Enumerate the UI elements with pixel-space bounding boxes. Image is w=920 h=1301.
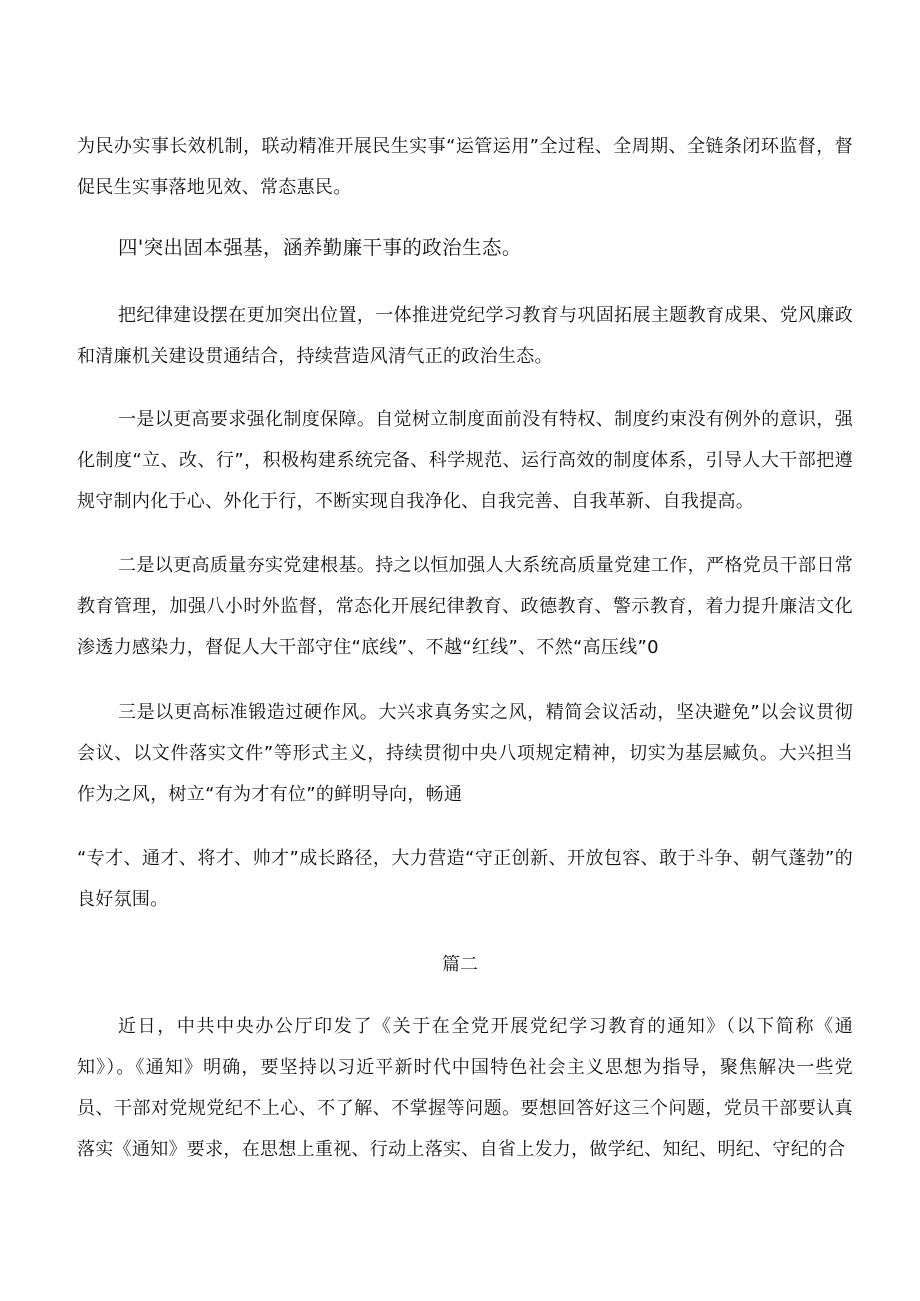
paragraph-point-two: 二是以更高质量夯实党建根基。持之以恒加强人大系统高质量党建工作，严格党员干部日常教育管理，加强八小时外监督，常态化开展纪律教育、政德教育、警示教育，着力提升廉洁文化渗透力感染力，督促人大干部守住“底线”、不越“红线”、不然“高压线”0 [77,555,853,658]
paragraph-continuation: 为民办实事长效机制，联动精准开展民生实事“运管运用”全过程、全周期、全链条闭环监督，督促民生实事落地见效、常态惠民。 [77,136,853,198]
heading-section-four: 四'突出固本强基，涵养勤廉干事的政治生态。 [118,236,522,259]
section-title-two: 篇二 [442,954,478,975]
paragraph-point-three: 三是以更高标准锻造过硬作风。大兴求真务实之风，精简会议活动，坚决避免”以会议贯彻会议、以文件落实文件”等形式主义，持续贯彻中央八项规定精神，切实为基层臧负。大兴担当作为之风，树立“有为才有位”的鲜明导向，畅通 [77,702,853,805]
paragraph-notice: 近日，中共中央办公厅印发了《关于在全党开展党纪学习教育的通知》（以下简称《通知》）。《通知》明确，要坚持以习近平新时代中国特色社会主义思想为指导，聚焦解决一些党员、干部对党规党纪不上心、不了解、不掌握等问题。要想回答好这三个问题，党员干部要认真落实《通知》要求，在思想上重视、行动上落实、自省上发力，做学纪、知纪、明纪、守纪的合 [77,1016,853,1160]
paragraph-point-three-continued: “专才、通才、将才、帅才”成长路径，大力营造“守正创新、开放包容、敢于斗争、朝气蓬勃”的良好氛围。 [77,848,853,910]
paragraph-intro: 把纪律建设摆在更加突出位置，一体推进党纪学习教育与巩固拓展主题教育成果、党风廉政和清廉机关建设贯通结合，持续营造风清气正的政治生态。 [77,305,853,367]
paragraph-point-one: 一是以更高要求强化制度保障。自觉树立制度面前没有特权、制度约束没有例外的意识，强化制度“立、改、行”，积极构建系统完备、科学规范、运行高效的制度体系，引导人大干部把遵规守制内化于心、外化于行，不断实现自我净化、自我完善、自我革新、自我提高。 [77,409,853,512]
